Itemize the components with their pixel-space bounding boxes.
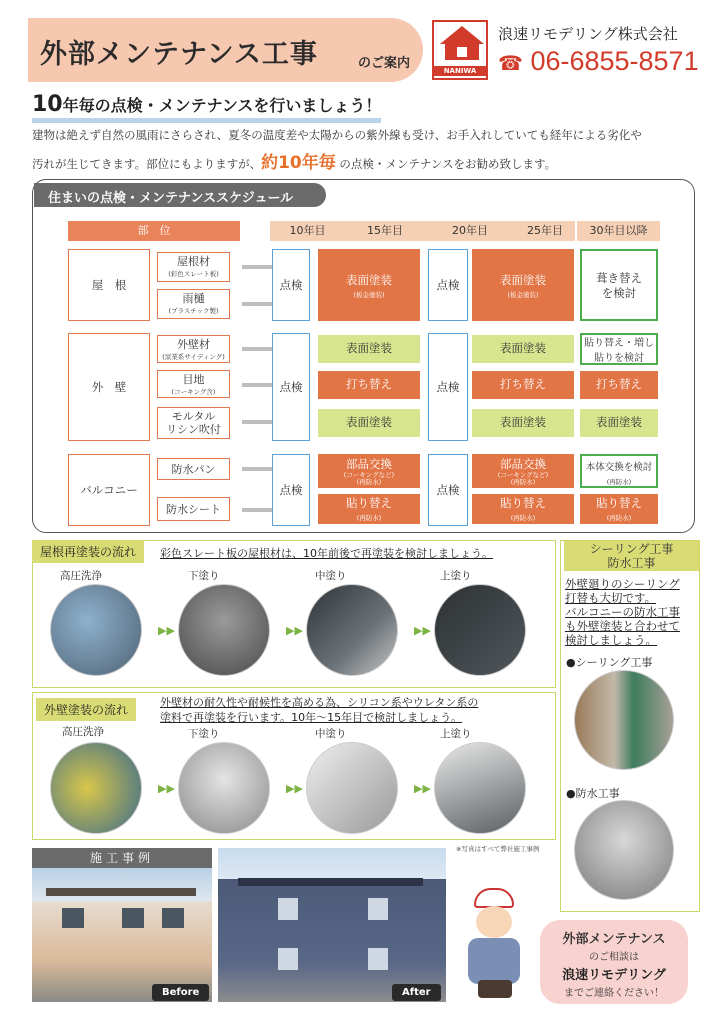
balcony-sheet-25yr: 貼り替え (再防水) — [472, 494, 574, 524]
inspection-20yr-balcony: 点検 — [428, 454, 468, 526]
wall-mortar-15yr: 表面塗装 — [318, 409, 420, 437]
wall-joint-25yr: 打ち替え — [472, 371, 574, 399]
photo-wall-base — [178, 742, 270, 834]
intro-line-2: 汚れが生じてきます。部位にもよりますが、約10年毎 の点検・メンテナンスをお勧め致します。 — [32, 153, 557, 173]
step-label: 上塗り — [440, 728, 472, 740]
wall-siding-25yr: 表面塗装 — [472, 335, 574, 363]
after-badge: After — [392, 984, 441, 1001]
connector — [242, 508, 272, 512]
company-name: 浪速リモデリング株式会社 — [498, 25, 678, 43]
wall-mortar-30yr: 表面塗装 — [580, 409, 658, 437]
photo-wall-middle — [306, 742, 398, 834]
balcony-pan-30yr: 本体交換を検討 (再防水) — [580, 454, 658, 488]
roof-30yr: 葺き替え を検討 — [580, 249, 658, 321]
roof-15yr: 表面塗装 (板金塗装) — [318, 249, 420, 321]
before-badge: Before — [152, 984, 209, 1001]
year-header: 15年目 — [345, 221, 425, 241]
wall-siding-15yr: 表面塗装 — [318, 335, 420, 363]
headline: 10年毎の点検・メンテナンスを行いましょう！ — [32, 92, 381, 123]
year-header: 30年目以降 — [575, 221, 660, 241]
year-header: 20年目 — [425, 221, 515, 241]
photo-roof-base — [178, 584, 270, 676]
worker-illustration — [456, 888, 536, 1000]
roof-flow-desc: 彩色スレート板の屋根材は、10年前後で再塗装を検討しましょう。 — [160, 547, 493, 560]
wall-mortar-25yr: 表面塗装 — [472, 409, 574, 437]
inspection-20yr-roof: 点検 — [428, 249, 468, 321]
wall-flow-title: 外壁塗装の流れ — [36, 698, 136, 721]
photo-wall-wash — [50, 742, 142, 834]
page-title: 外部メンテナンス工事 — [40, 39, 318, 70]
step-label: 中塗り — [315, 570, 347, 582]
year-header: 10年目 — [270, 221, 345, 241]
sealing-text: 外壁廻りのシーリング 打替も大切です。 バルコニーの防水工事 も外壁塗装と合わせて 検討しましょう。 — [565, 577, 680, 647]
examples-note: ※写真はすべて弊社施工事例 — [456, 845, 540, 853]
step-label: 上塗り — [440, 570, 472, 582]
item-mortar: モルタル リシン吹付 — [157, 407, 230, 439]
page-title-suffix: のご案内 — [358, 56, 411, 71]
arrow-icon: ▶▶ — [414, 624, 431, 637]
schedule-title: 住まいの点検・メンテナンススケジュール — [34, 183, 326, 207]
group-wall: 外 壁 — [68, 333, 150, 441]
balcony-sheet-30yr: 貼り替え (再防水) — [580, 494, 658, 524]
connector — [242, 467, 272, 471]
sealing-title: シーリング工事 防水工事 — [564, 541, 699, 571]
logo-text: NANIWA — [434, 66, 486, 76]
intro-line-1: 建物は絶えず自然の風雨にさらされ、夏冬の温度差や太陽からの紫外線も受け、お手入れしていても経年による劣化や — [32, 128, 642, 142]
before-photo — [32, 868, 212, 1002]
arrow-icon: ▶▶ — [414, 782, 431, 795]
item-roofing: 屋根材 (彩色スレート板) — [157, 252, 230, 282]
year-header: 25年目 — [515, 221, 575, 241]
roof-25yr: 表面塗装 (板金塗装) — [472, 249, 574, 321]
connector — [242, 420, 272, 424]
inspection-10yr-wall: 点検 — [272, 333, 310, 441]
phone-number[interactable]: ☎ 06-6855-8571 — [498, 46, 699, 76]
contact-bubble: 外部メンテナンス のご相談は 浪速リモデリング までご連絡ください！ — [540, 920, 688, 1004]
photo-roof-top — [434, 584, 526, 676]
photo-roof-wash — [50, 584, 142, 676]
photo-roof-middle — [306, 584, 398, 676]
inspection-20yr-wall: 点検 — [428, 333, 468, 441]
connector — [242, 265, 272, 269]
connector — [242, 302, 272, 306]
after-photo — [218, 848, 446, 1002]
connector — [242, 383, 272, 387]
photo-waterproof — [574, 800, 674, 900]
group-balcony: バルコニー — [68, 454, 150, 526]
wall-flow-desc-2: 塗料で再塗装を行います。10年〜15年目で検討しましょう。 — [160, 711, 463, 724]
step-label: 高圧洗浄 — [62, 726, 104, 738]
company-logo — [432, 20, 488, 80]
photo-wall-top — [434, 742, 526, 834]
arrow-icon: ▶▶ — [158, 782, 175, 795]
wall-joint-15yr: 打ち替え — [318, 371, 420, 399]
arrow-icon: ▶▶ — [158, 624, 175, 637]
waterproof-label: ●防水工事 — [566, 787, 620, 800]
connector — [242, 347, 272, 351]
photo-sealing — [574, 670, 674, 770]
balcony-pan-25yr: 部品交換 (コーキングなど) (再防水) — [472, 454, 574, 488]
item-siding: 外壁材 (窯業系サイディング) — [157, 335, 230, 363]
telephone-icon: ☎ — [498, 53, 523, 75]
group-roof: 屋 根 — [68, 249, 150, 321]
item-waterproof-sheet: 防水シート — [157, 497, 230, 521]
roof-flow-title: 屋根再塗装の流れ — [32, 540, 144, 563]
item-gutter: 雨樋 (プラスチック製) — [157, 289, 230, 319]
balcony-sheet-15yr: 貼り替え (再防水) — [318, 494, 420, 524]
highlight-text: 約10年毎 — [261, 153, 336, 173]
sealing-label: ●シーリング工事 — [566, 656, 653, 669]
examples-title: 施工事例 — [32, 848, 212, 868]
inspection-10yr-balcony: 点検 — [272, 454, 310, 526]
step-label: 下塗り — [188, 570, 220, 582]
wall-flow-desc-1: 外壁材の耐久性や耐候性を高める為、シリコン系やウレタン系の — [160, 696, 479, 709]
part-header: 部 位 — [68, 221, 240, 241]
wall-joint-30yr: 打ち替え — [580, 371, 658, 399]
step-label: 下塗り — [188, 728, 220, 740]
step-label: 中塗り — [315, 728, 347, 740]
arrow-icon: ▶▶ — [286, 624, 303, 637]
step-label: 高圧洗浄 — [60, 570, 102, 582]
item-joint: 目地 (コーキング含) — [157, 370, 230, 398]
item-waterproof-pan: 防水パン — [157, 458, 230, 480]
balcony-pan-15yr: 部品交換 (コーキングなど) (再防水) — [318, 454, 420, 488]
arrow-icon: ▶▶ — [286, 782, 303, 795]
inspection-10yr-roof: 点検 — [272, 249, 310, 321]
wall-siding-30yr: 貼り替え・増し 貼りを検討 — [580, 333, 658, 365]
title-banner — [28, 18, 423, 82]
